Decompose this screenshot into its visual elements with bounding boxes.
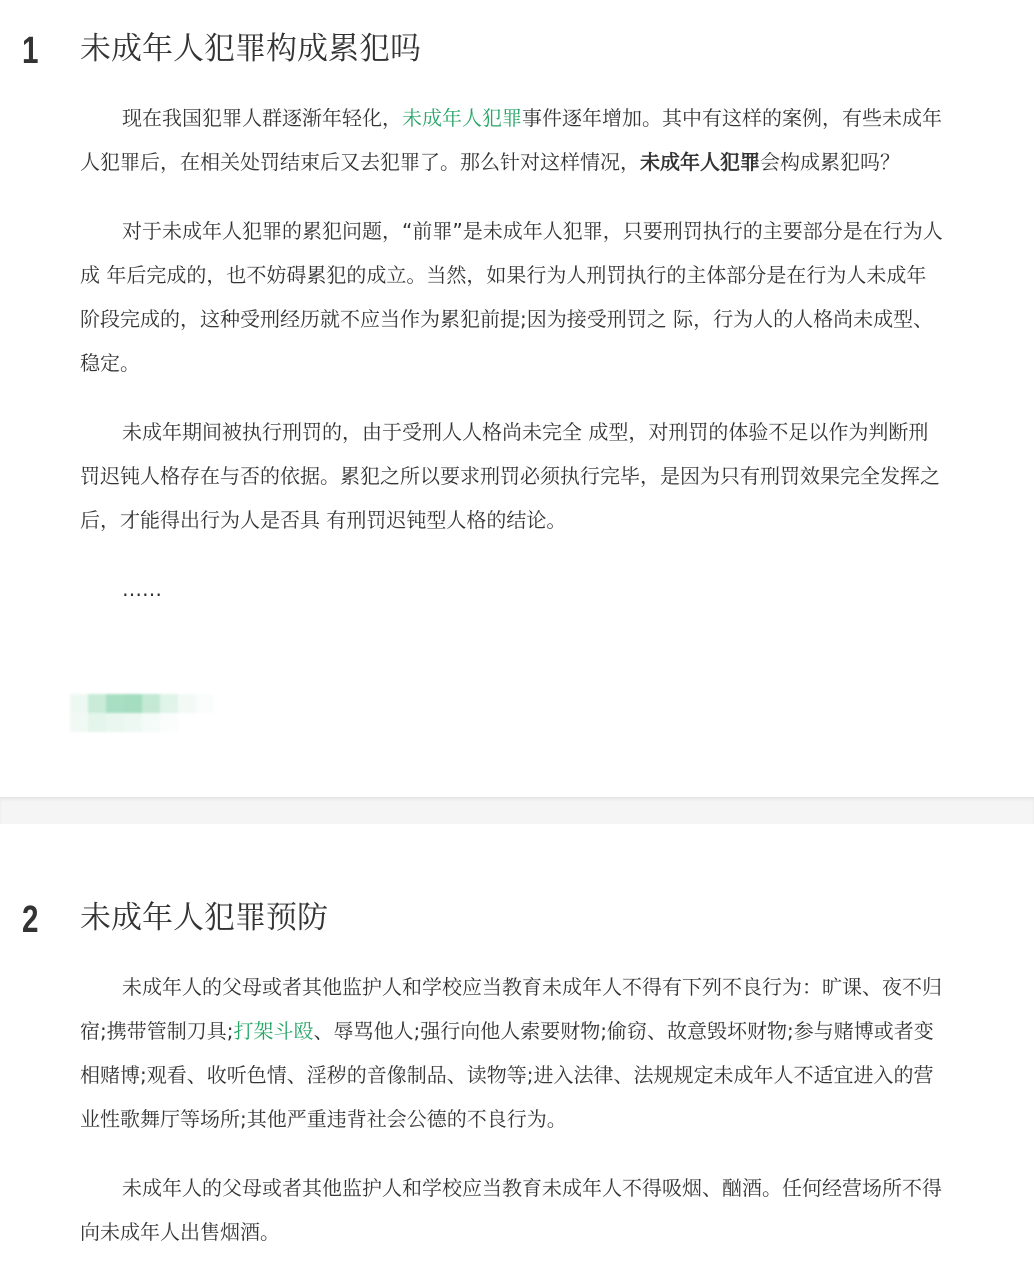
ellipsis: …… [122,577,162,601]
section-number: 1 [22,30,39,72]
paragraph-text: 现在我国犯罪人群逐渐年轻化， [122,106,402,130]
paragraph: 对于未成年人犯罪的累犯问题，“前罪”是未成年人犯罪，只要刑罚执行的主要部分是在行为人成 年后完成的，也不妨碍累犯的成立。当然，如果行为人刑罚执行的主体部分是在行为人未成年阶段完成的，这种受刑经历就不应当作为累犯前提;因为接受刑罚之 际，行为人的人格尚未成型、稳定。 [80,219,943,375]
blurred-image [70,694,214,732]
paragraph: 未成年人的父母或者其他监护人和学校应当教育未成年人不得吸烟、酗酒。任何经营场所不得向未成年人出售烟酒。 [80,1176,942,1244]
section-2 [0,824,1034,1254]
keyword-link[interactable]: 打架斗殴 [233,1019,314,1043]
paragraph-text: 、辱骂他人;强行向他人索要财物;偷窃、故意毁坏财物;参与赌博或者变相赌博;观看、收听色情、淫秽的音像制品、读物等;进入法律、法规规定未成年人不适宜进入的营业性歌舞厅等场所;其他严重违背社会公德的不良行为。 [80,1019,934,1131]
paragraph-text: 事件逐年增加。其中有这样的案例，有些未成年人犯罪后，在相关处罚结束后又去犯罪了。那么针对这样情况， [80,106,942,174]
paragraph: 未成年期间被执行刑罚的，由于受刑人人格尚未完全 成型，对刑罚的体验不足以作为判断刑罚迟钝人格存在与否的依据。累犯之所以要求刑罚必须执行完毕，是因为只有刑罚效果完全发挥之后，才能得出行为人是否具 有刑罚迟钝型人格的结论。 [80,420,940,532]
section-heading [22,26,946,72]
paragraph [80,965,946,1141]
section-heading [22,895,946,941]
paragraph [80,96,946,184]
paragraph-text: 未成年人的父母或者其他监护人和学校应当教育未成年人不得有下列不良行为：旷课、夜不归宿;携带管制刀具; [80,975,942,1043]
section-title: 未成年人犯罪构成累犯吗 [80,31,421,67]
keyword-link[interactable]: 未成年人犯罪 [402,106,522,130]
section-number: 2 [22,899,39,941]
section-title: 未成年人犯罪预防 [80,900,328,936]
section-divider [0,797,1034,824]
paragraph-text: 会构成累犯吗？ [760,150,900,174]
bold-keyword: 未成年人犯罪 [640,150,760,174]
